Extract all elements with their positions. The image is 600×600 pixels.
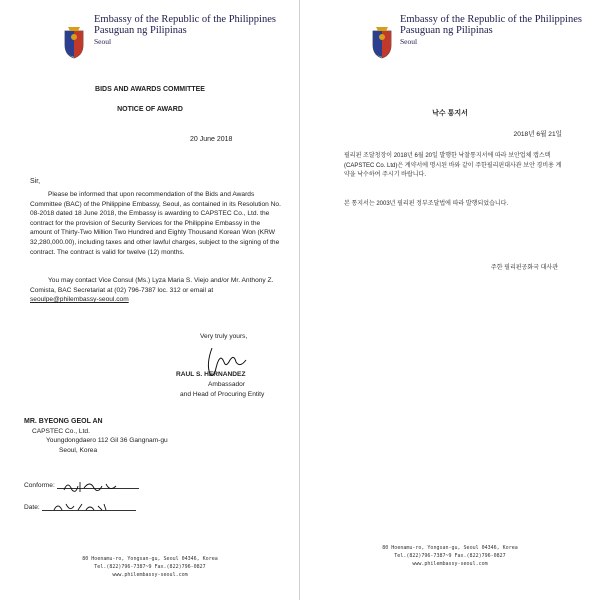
signer-title: Ambassador [208,381,246,388]
footer [300,545,600,568]
recipient-address-line2: Seoul, Korea [59,446,98,454]
conforme-label: Conforme: [24,482,55,489]
contact-paragraph [30,276,282,305]
footer [0,556,300,579]
conforme-signature-icon [62,478,122,496]
date-label: Date: [24,504,40,511]
footer-address: 80 Hoenamu-ro, Yongsan-gu, Seoul 04346, Korea [382,545,518,551]
recipient-address-line1: Youngdongdaero 112 Gil 36 Gangnam-gu [46,437,168,444]
letterhead-line3: Seoul [94,37,112,46]
signer-name: RAUL S. HERNANDEZ [176,371,246,378]
footer-phone: Tel.(822)796-7387~9 Fax.(822)796-0827 [94,563,206,570]
embassy-letterhead [94,14,284,47]
award-paragraph [30,190,282,257]
footer-phone: Tel.(822)796-7387~9 Fax.(822)796-0827 [394,552,506,559]
notice-heading: NOTICE OF AWARD [117,106,183,113]
handwritten-date-icon [50,500,110,514]
closing: Very truly yours, [200,333,248,340]
contact-paragraph-text: You may contact Vice Consul (Ms.) Lyza Maria S. Viejo and/or Mr. Anthony Z. Comista, BAC Secretariat at (02) 796-7387 loc. 312 or email at [30,277,274,294]
embassy-letterhead [400,14,590,47]
footer-address: 80 Hoenamu-ro, Yongsan-gu, Seoul 04346, Korea [82,556,218,562]
korean-notice-page [300,0,600,600]
korean-date: 2018년 6월 21일 [513,131,562,138]
committee-heading: BIDS AND AWARDS COMMITTEE [95,86,205,93]
footer-website: www.philembassy-seoul.com [412,560,488,567]
letterhead-line2: Pasuguan ng Pilipinas [400,25,493,36]
korean-signature-line: 주한 필리핀공화국 대사관 [490,265,558,271]
salutation: Sir, [30,178,41,185]
embassy-seal-icon [62,25,86,59]
footer-website: www.philembassy-seoul.com [112,571,188,578]
letterhead-line1: Embassy of the Republic of the Philippines [400,14,582,25]
letterhead-line2: Pasuguan ng Pilipinas [94,25,187,36]
signer-role: and Head of Procuring Entity [180,391,265,398]
korean-paragraph-2: 본 통지서는 2003년 필리핀 정부조달법에 따라 발행되었습니다. [344,201,509,207]
recipient-name: MR. BYEONG GEOL AN [24,418,103,425]
award-paragraph-text: Please be informed that upon recommendation of the Bids and Awards Committee (BAC) of the Philippine Embassy, Seoul, as contained in its Resolution No. 08-2018 dated 18 June 2018, the Embassy is awarding to CAPSTEC Co., Ltd. the contract for the provision of Security Services for the Philippine Embassy in the amount of Thirty-Two Million Two Hundred and Eighty Thousand Korean Won (KRW 32,280,000.00), including taxes and other lawful charges, subject to the signing of the contract. The contract is valid for twelve (12) months. [30,191,281,256]
embassy-seal-icon [370,25,394,59]
letter-date: 20 June 2018 [190,136,233,143]
letterhead-line1: Embassy of the Republic of the Philippines [94,14,276,25]
korean-title: 낙수 통지서 [432,110,468,117]
email-link[interactable]: seoulpe@philembassy-seoul.com [30,296,129,304]
letterhead-line3: Seoul [400,37,418,46]
korean-paragraph-1: 필리핀 조달청장이 2018년 6월 20일 발행한 낙찰통지서에 따라 보안업체 캡스텍(CAPSTEC Co. Ltd)은 계약서에 명시된 바와 같이 주한필리핀대사관 보안 경비용 계약을 낙수하여 주시기 바랍니다. [344,153,562,179]
recipient-company: CAPSTEC Co., Ltd. [32,427,90,435]
recipient-block [24,417,168,455]
